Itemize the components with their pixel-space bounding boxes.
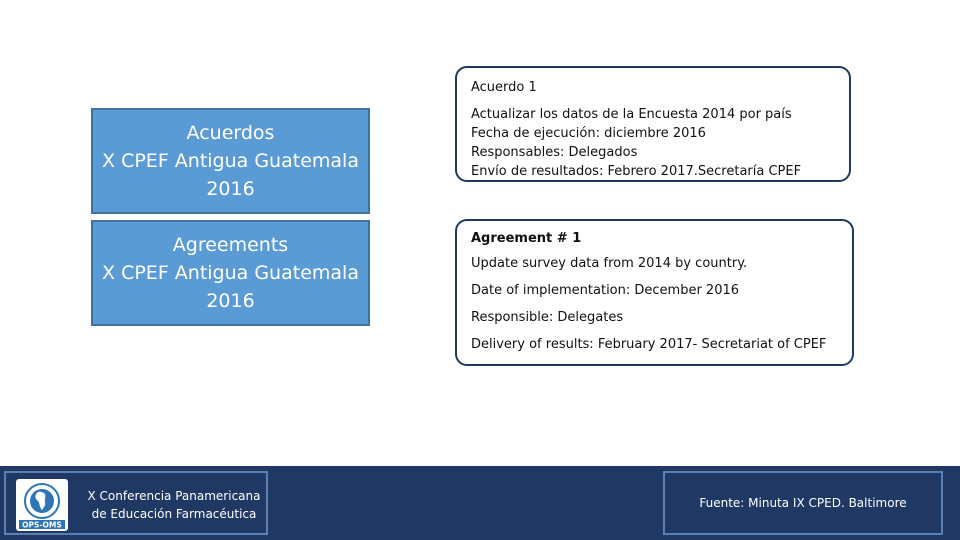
conference-name-line-2: de Educación Farmacéutica bbox=[91, 507, 257, 521]
acuerdos-title: Acuerdos bbox=[186, 122, 275, 144]
ops-oms-logo-icon bbox=[16, 479, 68, 531]
conference-name-line-1: X Conferencia Panamericana bbox=[87, 489, 261, 503]
ops-oms-emblem-icon bbox=[16, 479, 68, 531]
acuerdo-line-2: Fecha de ejecución: diciembre 2016 bbox=[471, 126, 706, 141]
agreement-line-3: Responsible: Delegates bbox=[471, 310, 624, 325]
agreement-callout-title: Agreement # 1 bbox=[471, 231, 582, 246]
agreements-subtitle: X CPEF Antigua Guatemala bbox=[102, 262, 359, 284]
agreement-line-1: Update survey data from 2014 by country. bbox=[471, 256, 748, 271]
source-panel bbox=[663, 471, 943, 535]
agreement-line-2: Date of implementation: December 2016 bbox=[471, 283, 740, 298]
acuerdo-callout-title: Acuerdo 1 bbox=[471, 80, 537, 95]
acuerdos-box bbox=[91, 108, 370, 214]
footer-bar bbox=[0, 466, 960, 540]
acuerdo-line-3: Responsables: Delegados bbox=[471, 145, 638, 160]
agreements-title: Agreements bbox=[172, 234, 289, 256]
logo-text: OPS-OMS bbox=[22, 520, 62, 530]
source-text: Fuente: Minuta IX CPED. Baltimore bbox=[699, 496, 907, 510]
conference-panel bbox=[4, 471, 268, 535]
agreements-box bbox=[91, 220, 370, 326]
agreement-line-4: Delivery of results: February 2017- Secretariat of CPEF bbox=[471, 337, 827, 352]
agreements-year: 2016 bbox=[206, 290, 255, 312]
acuerdos-year: 2016 bbox=[206, 178, 255, 200]
agreement-callout bbox=[455, 219, 854, 366]
acuerdo-line-4: Envío de resultados: Febrero 2017.Secretaría CPEF bbox=[471, 164, 802, 179]
acuerdo-line-1: Actualizar los datos de la Encuesta 2014 por país bbox=[471, 107, 792, 122]
acuerdos-subtitle: X CPEF Antigua Guatemala bbox=[102, 150, 359, 172]
acuerdo-callout bbox=[455, 66, 851, 182]
conference-name bbox=[82, 487, 266, 523]
